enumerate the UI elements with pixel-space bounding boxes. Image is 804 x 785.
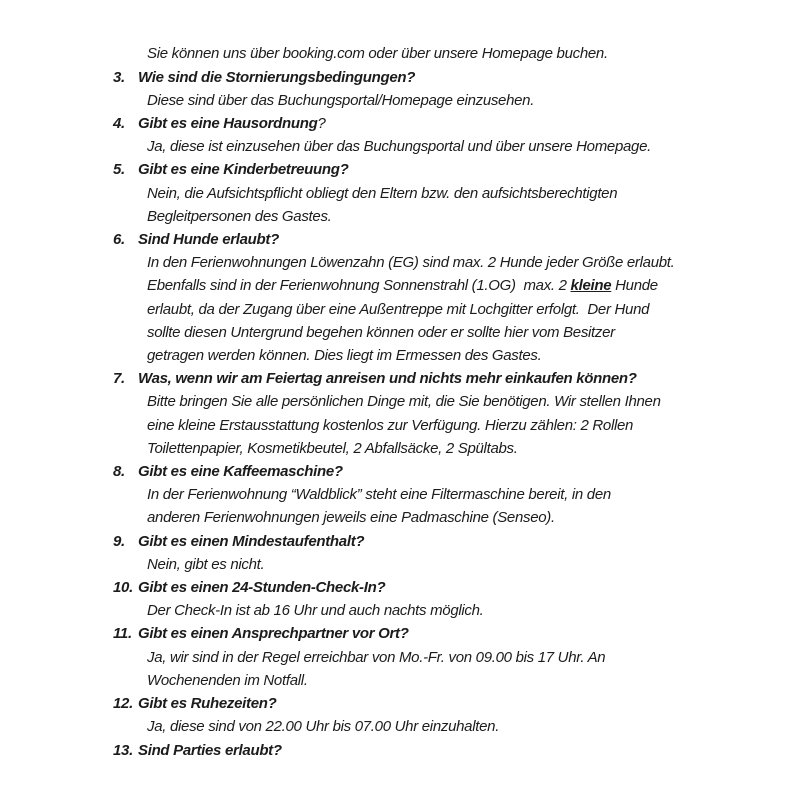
answer-text: anderen Ferienwohnungen jeweils eine Padmaschine (Senseo). <box>147 509 555 527</box>
answer-text: erlaubt, da der Zugang über eine Außentreppe mit Lochgitter erfolgt. Der Hund <box>147 300 650 318</box>
faq-list <box>113 42 747 761</box>
item-number: 11. <box>113 625 132 643</box>
question-text: ? <box>317 115 326 133</box>
answer-text: Nein, die Aufsichtspflicht obliegt den Eltern bzw. den aufsichtsberechtigten <box>147 184 618 202</box>
answer-text: Toilettenpapier, Kosmetikbeutel, 2 Abfallsäcke, 2 Spültabs. <box>147 439 518 457</box>
answer-text: Hunde <box>611 277 658 295</box>
document-page <box>113 0 747 785</box>
question-text: Sind Hunde erlaubt? <box>138 231 279 249</box>
answer-line <box>147 298 747 321</box>
faq-item <box>113 530 747 576</box>
question-text: Gibt es Ruhezeiten? <box>138 695 277 713</box>
question-text: Was, wenn wir am Feiertag anreisen und nichts mehr einkaufen können? <box>138 370 637 388</box>
faq-item <box>113 66 747 112</box>
faq-item <box>113 576 747 622</box>
answer-text: Ja, wir sind in der Regel erreichbar von Mo.-Fr. von 09.00 bis 17 Uhr. An <box>147 648 606 666</box>
question-line <box>113 576 747 599</box>
question-line <box>113 530 747 553</box>
answer-line <box>147 669 747 692</box>
item-number: 13. <box>113 741 133 759</box>
answer-text: Ebenfalls sind in der Ferienwohnung Sonnenstrahl (1.OG) max. 2 <box>147 277 571 295</box>
answer-text: Diese sind über das Buchungsportal/Homepage einzusehen. <box>147 91 535 109</box>
answer-text: eine kleine Erstausstattung kostenlos zur Verfügung. Hierzu zählen: 2 Rollen <box>147 416 634 434</box>
question-text: Gibt es einen Ansprechpartner vor Ort? <box>138 625 409 643</box>
item-number: 9. <box>113 532 125 550</box>
faq-item <box>113 460 747 530</box>
item-number: 7. <box>113 370 125 388</box>
question-line <box>113 622 747 645</box>
question-text: Gibt es einen 24-Stunden-Check-In? <box>138 579 386 597</box>
item-number: 6. <box>113 231 125 249</box>
question-line <box>113 158 747 181</box>
answer-text: Begleitpersonen des Gastes. <box>147 207 332 225</box>
item-number: 3. <box>113 68 125 86</box>
question-line <box>113 228 747 251</box>
answer-line <box>147 274 747 297</box>
answer-line <box>147 89 747 112</box>
answer-text: Ja, diese sind von 22.00 Uhr bis 07.00 Uhr einzuhalten. <box>147 718 500 736</box>
answer-line <box>147 321 747 344</box>
question-line <box>113 112 747 135</box>
question-text: Sind Parties erlaubt? <box>138 741 282 759</box>
answer-line <box>147 182 747 205</box>
item-number: 8. <box>113 463 125 481</box>
answer-text: Wochenenden im Notfall. <box>147 671 308 689</box>
question-text: Gibt es eine Kinderbetreuung? <box>138 161 349 179</box>
answer-line <box>147 437 747 460</box>
answer-text: In den Ferienwohnungen Löwenzahn (EG) sind max. 2 Hunde jeder Größe erlaubt. <box>147 254 675 272</box>
faq-item <box>113 692 747 738</box>
answer-text: Ja, diese ist einzusehen über das Buchungsportal und über unsere Homepage. <box>147 138 651 156</box>
faq-item <box>113 228 747 367</box>
item-number: 4. <box>113 115 125 133</box>
question-line <box>113 460 747 483</box>
answer-text: Nein, gibt es nicht. <box>147 555 265 573</box>
answer-text: Bitte bringen Sie alle persönlichen Dinge mit, die Sie benötigen. Wir stellen Ihnen <box>147 393 661 411</box>
faq-item <box>113 622 747 692</box>
answer-line <box>147 205 747 228</box>
answer-line <box>147 251 747 274</box>
answer-line <box>147 715 747 738</box>
item-number: 5. <box>113 161 125 179</box>
faq-item <box>147 42 747 65</box>
answer-line <box>147 483 747 506</box>
question-text: Gibt es eine Hausordnung <box>138 115 318 133</box>
faq-item <box>113 739 747 762</box>
answer-text: Sie können uns über booking.com oder über unsere Homepage buchen. <box>147 45 608 63</box>
answer-text: In der Ferienwohnung “Waldblick” steht eine Filtermaschine bereit, in den <box>147 486 611 504</box>
answer-line <box>147 135 747 158</box>
question-text: Wie sind die Stornierungsbedingungen? <box>138 68 416 86</box>
faq-item <box>113 367 747 460</box>
item-number: 10. <box>113 579 133 597</box>
answer-line <box>147 414 747 437</box>
question-line <box>113 692 747 715</box>
answer-line <box>147 646 747 669</box>
answer-text: Der Check-In ist ab 16 Uhr und auch nachts möglich. <box>147 602 484 620</box>
answer-text: getragen werden können. Dies liegt im Ermessen des Gastes. <box>147 347 542 365</box>
question-line <box>113 739 747 762</box>
question-text: Gibt es eine Kaffeemaschine? <box>138 463 343 481</box>
answer-line <box>147 344 747 367</box>
question-text: Gibt es einen Mindestaufenthalt? <box>138 532 365 550</box>
question-line <box>113 367 747 390</box>
answer-line <box>147 599 747 622</box>
faq-item <box>113 158 747 228</box>
answer-text: sollte diesen Untergrund begehen können oder er sollte hier vom Besitzer <box>147 323 615 341</box>
answer-line <box>147 390 747 413</box>
answer-text: kleine <box>570 277 612 295</box>
answer-line <box>147 42 747 65</box>
item-number: 12. <box>113 695 133 713</box>
faq-item <box>113 112 747 158</box>
answer-line <box>147 553 747 576</box>
answer-line <box>147 506 747 529</box>
question-line <box>113 66 747 89</box>
